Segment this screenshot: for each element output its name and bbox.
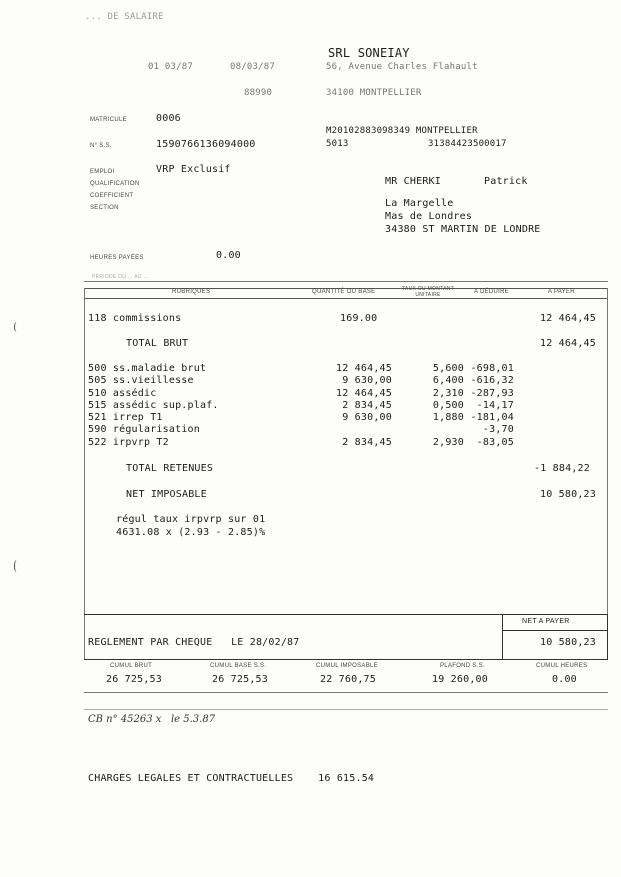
line-commissions-base: 169.00 (340, 313, 378, 324)
row-base: 9 630,00 (342, 412, 392, 424)
company-name: SRL SONEIAY (328, 46, 410, 60)
table-row (88, 375, 608, 387)
top-left-faded-text: ... DE SALAIRE (85, 12, 164, 22)
employee-address-1: La Margelle (385, 198, 454, 209)
row-rate: 0,500 (432, 399, 464, 411)
row-label: 515 assédic sup.plaf. (88, 399, 219, 411)
net-imposable-pay: 10 580,23 (540, 489, 596, 500)
punch-mark-top (14, 322, 19, 332)
row-rate: 2,930 (432, 436, 464, 448)
punch-mark-bottom (14, 560, 19, 572)
row-base: 12 464,45 (336, 363, 392, 374)
company-street: 56, Avenue Charles Flahault (326, 62, 478, 72)
emploi-value: VRP Exclusif (156, 164, 231, 175)
company-city: 34100 MONTPELLIER (326, 88, 422, 98)
row-deduction: -287,93 (470, 387, 514, 399)
net-box-divider (503, 630, 607, 631)
row-label: 500 ss.maladie brut (88, 363, 207, 374)
table-right-border (607, 288, 608, 660)
charges-text: CHARGES LEGALES ET CONTRACTUELLES 16 615.54 (88, 773, 375, 784)
line-commissions-label: 118 commissions (88, 313, 182, 324)
cumul-imposable-value: 22 760,75 (320, 674, 376, 685)
siret-value: M20102883098349 MONTPELLIER (326, 126, 478, 136)
net-a-payer-label: NET A PAYER (522, 618, 570, 625)
table-row (88, 363, 608, 375)
total-brut-label: TOTAL BRUT (126, 338, 189, 349)
table-row (88, 412, 608, 424)
urssaf-value: 31384423500017 (428, 139, 507, 149)
lower-separator (84, 709, 608, 710)
cumul-bottom-line (84, 692, 608, 693)
net-imposable-label: NET IMPOSABLE (126, 489, 207, 500)
col-taux: TAUX OU MONTANT UNITAIRE (401, 286, 455, 298)
cumul-base-label: CUMUL BASE S.S. (210, 663, 267, 669)
employee-address-3: 34380 ST MARTIN DE LONDRE (385, 224, 541, 235)
ref-b: 08/03/87 (230, 62, 275, 72)
note-line-1: régul taux irpvrp sur 01 (116, 514, 266, 525)
table-row (88, 388, 608, 400)
employee-name: MR CHERKI (385, 176, 441, 187)
row-label: 522 irpvrp T2 (88, 436, 169, 448)
cumul-heures-label: CUMUL HEURES (536, 663, 588, 669)
line-commissions-pay: 12 464,45 (540, 313, 596, 324)
row-rate: 6,400 (432, 375, 464, 387)
cumul-brut-label: CUMUL BRUT (110, 663, 153, 669)
net-a-payer-value: 10 580,23 (540, 637, 596, 648)
row-deduction: -3,70 (482, 424, 514, 436)
matricule-label: MATRICULE (90, 117, 127, 123)
row-base: 9 630,00 (342, 375, 392, 387)
handwritten-note: CB n° 45263 x le 5.3.87 (88, 714, 216, 725)
cumul-base-value: 26 725,53 (212, 674, 268, 685)
heures-label: HEURES PAYÉES (90, 255, 144, 261)
deductions-table (88, 363, 608, 449)
ape-value: 5013 (326, 139, 349, 149)
emploi-label: EMPLOI (90, 169, 115, 175)
cumul-imposable-label: CUMUL IMPOSABLE (316, 663, 378, 669)
plafond-value: 19 260,00 (432, 674, 488, 685)
row-rate: 5,600 (432, 363, 464, 374)
row-rate: 2,310 (432, 387, 464, 399)
row-label: 510 assédic (88, 387, 157, 399)
plafond-label: PLAFOND S.S. (440, 663, 485, 669)
period-faded-label: PÉRIODE DU ... AU ... (92, 274, 149, 280)
table-left-border (84, 288, 85, 660)
employee-firstname: Patrick (484, 176, 528, 187)
ss-label: N° S.S. (90, 143, 112, 149)
row-deduction: -698,01 (470, 363, 514, 374)
row-deduction: -14,17 (476, 399, 514, 411)
section-label: SECTION (90, 205, 119, 211)
row-label: 590 régularisation (88, 424, 200, 436)
table-row (88, 437, 608, 449)
employee-address-2: Mas de Londres (385, 211, 473, 222)
cumul-heures-value: 0.00 (552, 674, 577, 685)
total-retenues-pay: -1 884,22 (534, 463, 590, 474)
table-header-line (84, 298, 608, 299)
qualification-label: QUALIFICATION (90, 181, 140, 187)
table-row (88, 400, 608, 412)
row-deduction: -181,04 (470, 412, 514, 424)
ref-a: 01 03/87 (148, 62, 193, 72)
note-line-2: 4631.08 x (2.93 - 2.85)% (116, 527, 266, 538)
header-separator (84, 281, 608, 282)
matricule-value: 0006 (156, 113, 181, 124)
col-rubriques: RUBRIQUES (172, 289, 211, 295)
total-retenues-label: TOTAL RETENUES (126, 463, 214, 474)
table-row (88, 424, 608, 436)
row-deduction: -616,32 (470, 375, 514, 387)
row-rate: 1,880 (432, 412, 464, 424)
heures-value: 0.00 (216, 250, 241, 261)
row-base: 2 834,45 (342, 436, 392, 448)
reglement-text: REGLEMENT PAR CHEQUE LE 28/02/87 (88, 637, 300, 648)
col-a-payer: A PAYER (548, 289, 575, 295)
coefficient-label: COEFFICIENT (90, 193, 134, 199)
col-a-deduire: A DÉDUIRE (474, 289, 510, 295)
row-label: 521 irrep T1 (88, 412, 163, 424)
col-quantite: QUANTITÉ OU BASE (312, 289, 376, 295)
row-label: 505 ss.vieillesse (88, 375, 194, 387)
ss-value: 1590766136094000 (156, 139, 256, 150)
row-deduction: -83,05 (476, 436, 514, 448)
total-brut-pay: 12 464,45 (540, 338, 596, 349)
row-base: 2 834,45 (342, 399, 392, 411)
cumul-brut-value: 26 725,53 (106, 674, 162, 685)
row-base: 12 464,45 (336, 387, 392, 399)
company-code: 88990 (244, 88, 273, 98)
